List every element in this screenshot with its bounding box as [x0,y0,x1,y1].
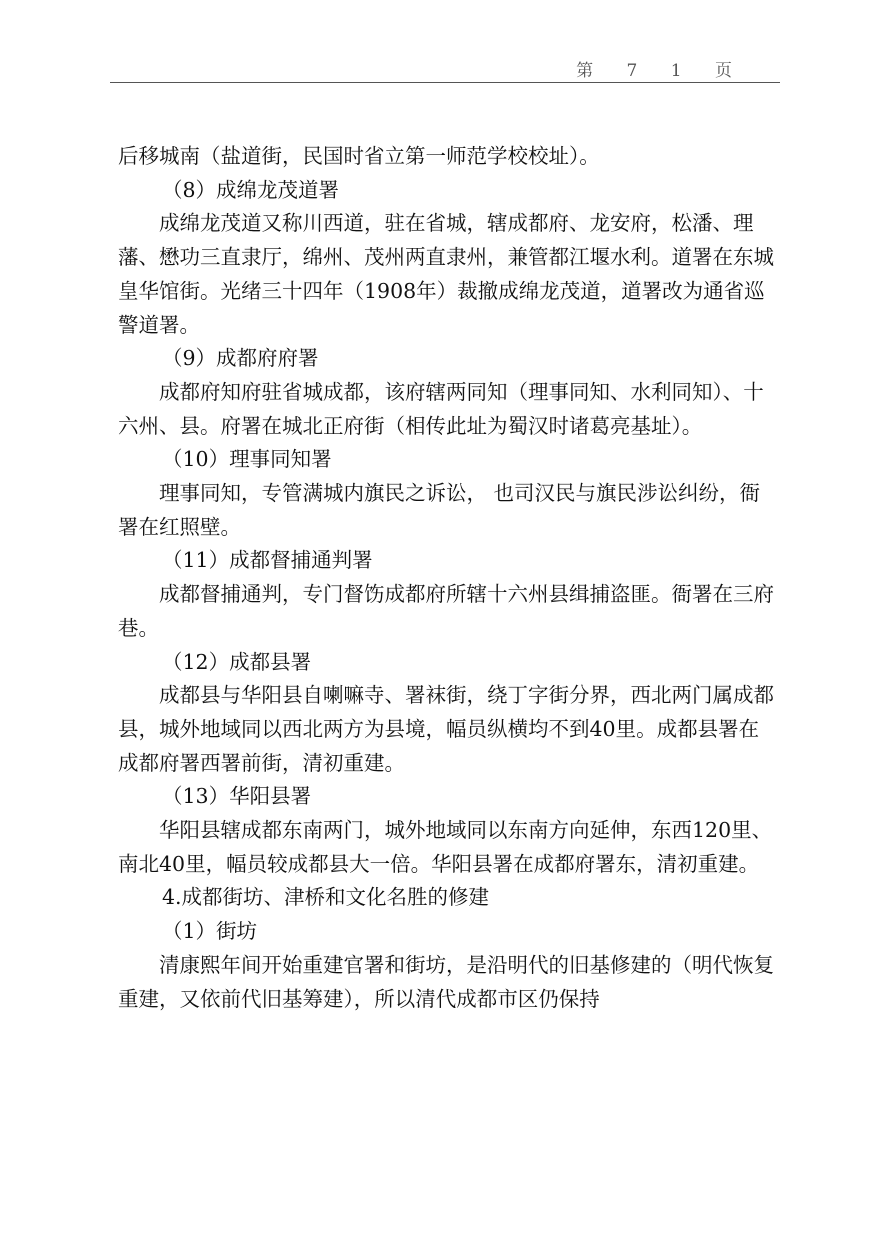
document-body [118,140,778,1016]
section-heading: （10）理事同知署 [162,447,332,472]
section-heading: （11）成都督捕通判署 [162,548,373,573]
section-heading: 4.成都街坊、津桥和文化名胜的修建 [162,885,490,910]
paragraph: 成都县与华阳县自喇嘛寺、署袜街，绕丁字街分界，西北两门属成都县，城外地域同以西北两方为县境，幅员纵横均不到40里。成都县署在成都府署西署前街，清初重建。 [118,683,774,775]
paragraph: 清康熙年间开始重建官署和街坊，是沿明代的旧基修建的（明代恢复重建，又依前代旧基筹建），所以清代成都市区仍保持 [118,952,774,1011]
page-header [110,50,780,83]
paragraph: 后移城南（盐道街，民国时省立第一师范学校校址）。 [118,144,600,168]
section-heading: （9）成都府府署 [162,346,319,371]
paragraph: 理事同知，专管满城内旗民之诉讼， 也司汉民与旗民涉讼纠纷，衙署在红照壁。 [118,481,761,539]
paragraph: 成都督捕通判，专门督饬成都府所辖十六州县缉捕盗匪。衙署在三府巷。 [118,582,774,640]
section-heading: （1）街坊 [162,919,258,944]
section-heading: （13）华阳县署 [162,784,312,809]
paragraph: 成绵龙茂道又称川西道，驻在省城，辖成都府、龙安府，松潘、理藩、懋功三直隶厅，绵州、茂州两直隶州，兼管都江堰水利。道署在东城皇华馆街。光绪三十四年（1908年）裁撤成绵龙茂道，道署改为通省巡警道署。 [118,211,774,337]
section-heading: （12）成都县署 [162,649,312,674]
section-heading: （8）成绵龙茂道署 [162,177,340,202]
page-number: 第 7 1 页 [576,61,746,81]
paragraph: 成都府知府驻省城成都，该府辖两同知（理事同知、水利同知）、十六州、县。府署在城北正府街（相传此址为蜀汉时诸葛亮基址）。 [118,379,764,438]
paragraph: 华阳县辖成都东南两门，城外地域同以东南方向延伸，东西120里、南北40里，幅员较成都县大一倍。华阳县署在成都府署东，清初重建。 [118,818,773,876]
